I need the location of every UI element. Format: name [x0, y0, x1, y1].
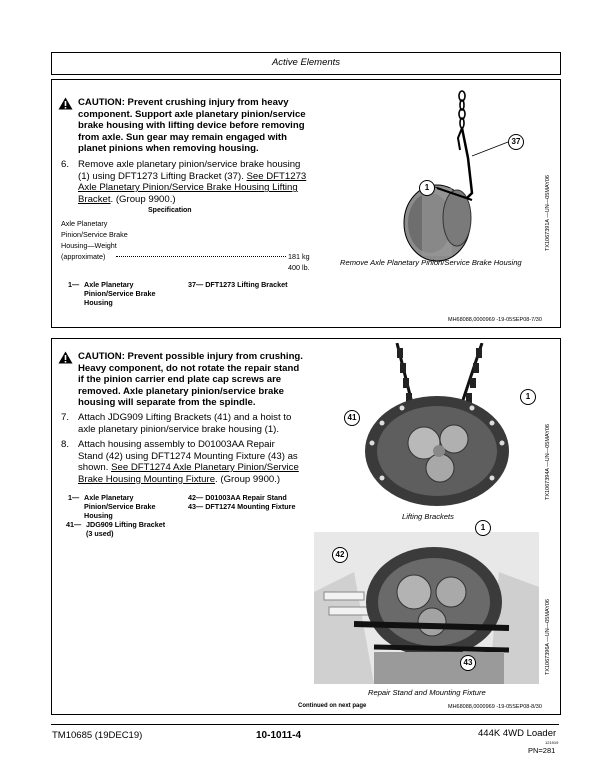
spec-value-lb: 400 lb. [288, 263, 310, 272]
header-box [51, 52, 561, 75]
legend-text: JDG909 Lifting Bracket (3 used) [86, 520, 166, 538]
legend-text: DFT1274 Mounting Fixture [205, 502, 296, 511]
callout-1: 1 [419, 180, 435, 196]
warning-icon [58, 97, 73, 110]
spec-heading: Specification [148, 207, 192, 214]
spec-value-kg: 181 kg [288, 252, 310, 261]
callout-41: 41 [344, 410, 360, 426]
section-1 [51, 79, 561, 328]
footer-small-code: 121919 [545, 740, 559, 745]
step-6-number: 6. [61, 159, 70, 170]
callout-43: 43 [460, 655, 476, 671]
callout-37: 37 [508, 134, 524, 150]
legend-key: 41— [66, 520, 82, 529]
step-7 [61, 412, 301, 435]
spec-label-line: (approximate) [61, 252, 106, 261]
footer-product: 444K 4WD Loader [478, 728, 557, 739]
footer-page-number: 10-1011-4 [256, 730, 302, 741]
figure-caption-3: Repair Stand and Mounting Fixture [368, 688, 486, 697]
step-6-tail: . (Group 9900.) [110, 193, 176, 205]
legend-text: Axle Planetary Pinion/Service Brake Housing [84, 280, 156, 307]
leader-lines [332, 88, 552, 268]
warning-icon [58, 351, 73, 364]
figure-caption-2: Lifting Brackets [402, 512, 454, 521]
figure-lifting-brackets [342, 343, 532, 508]
step-7-text: Attach JDG909 Lifting Brackets (41) and a hoist to axle planetary pinion/service brake housing (1). [78, 412, 292, 435]
footer-manual: TM10685 (19DEC19) [52, 730, 143, 741]
spec-label-line: Housing—Weight [61, 241, 117, 250]
legend-key: 37— [188, 280, 204, 289]
callout-1: 1 [520, 389, 536, 405]
step-7-number: 7. [61, 412, 70, 423]
figure-id-2: TX1067394A —UN—05MAY06 [545, 424, 551, 501]
legend-2-item [188, 502, 318, 511]
section-2 [51, 338, 561, 715]
footer-rule [51, 724, 559, 725]
step-8-tail: . (Group 9900.) [215, 473, 281, 485]
legend-2-item [68, 493, 168, 520]
step-8-number: 8. [61, 439, 70, 450]
step-8-link[interactable]: See DFT1274 Axle Planetary Pinion/Service Brake Housing Mounting Fixture [78, 462, 299, 485]
step-6-text: Remove axle planetary pinion/service brake housing (1) using DFT1273 Lifting Bracket (37). [78, 159, 301, 182]
caution-text-1: CAUTION: Prevent crushing injury from heavy component. Support axle planetary pinion/service brake housing with lifting device before removing from axle. Sun gear may remain engaged with planet pinions when removing housing. [78, 97, 306, 155]
continued-note: Continued on next page [298, 703, 367, 709]
legend-1-item [188, 280, 318, 289]
callout-42: 42 [332, 547, 348, 563]
section-2-footer-id: MH68088,0000969 -19-05SEP08-8/30 [448, 704, 542, 710]
figure-remove-housing [332, 88, 552, 268]
legend-key: 1— [68, 493, 80, 502]
lifting-brackets-illustration [342, 343, 532, 508]
legend-text: DFT1273 Lifting Bracket [205, 280, 288, 289]
legend-2-item [66, 520, 166, 538]
legend-key: 42— [188, 493, 204, 502]
callout-1: 1 [475, 520, 491, 536]
page-header-title: Active Elements [271, 57, 341, 68]
legend-text: Axle Planetary Pinion/Service Brake Housing [84, 493, 156, 520]
caution-text-2: CAUTION: Prevent possible injury from crushing. Heavy component, do not rotate the repair stand if the pinion carrier end plate cap screws are removed. Axle planetary pinion/service brake housing will separate from the spindle. [78, 351, 303, 409]
spec-label-line: Axle Planetary [61, 219, 108, 228]
legend-text: D01003AA Repair Stand [205, 493, 287, 502]
step-6-link[interactable]: See DFT1273 Axle Planetary Pinion/Service Brake Housing Lifting Bracket [78, 170, 307, 205]
figure-id-3: TX1067396A —UN—05MAY06 [545, 599, 551, 676]
step-8 [61, 439, 301, 485]
spec-leader-dots [116, 256, 286, 257]
figure-caption-1: Remove Axle Planetary Pinion/Service Brake Housing [340, 258, 522, 267]
footer-pn: PN=281 [528, 746, 556, 755]
figure-id-1: TX1067391A —UN—05MAY06 [545, 175, 551, 252]
legend-1-item [68, 280, 168, 307]
legend-key: 1— [68, 280, 80, 289]
section-1-footer-id: MH68088,0000969 -19-05SEP08-7/30 [448, 317, 542, 323]
step-6 [61, 159, 311, 205]
legend-2-item [188, 493, 318, 502]
spec-label-line: Pinion/Service Brake [61, 230, 128, 239]
legend-key: 43— [188, 502, 204, 511]
step-8-text: Attach housing assembly to D01003AA Repair Stand (42) using DFT1274 Mounting Fixture (43) as shown. [78, 439, 298, 474]
